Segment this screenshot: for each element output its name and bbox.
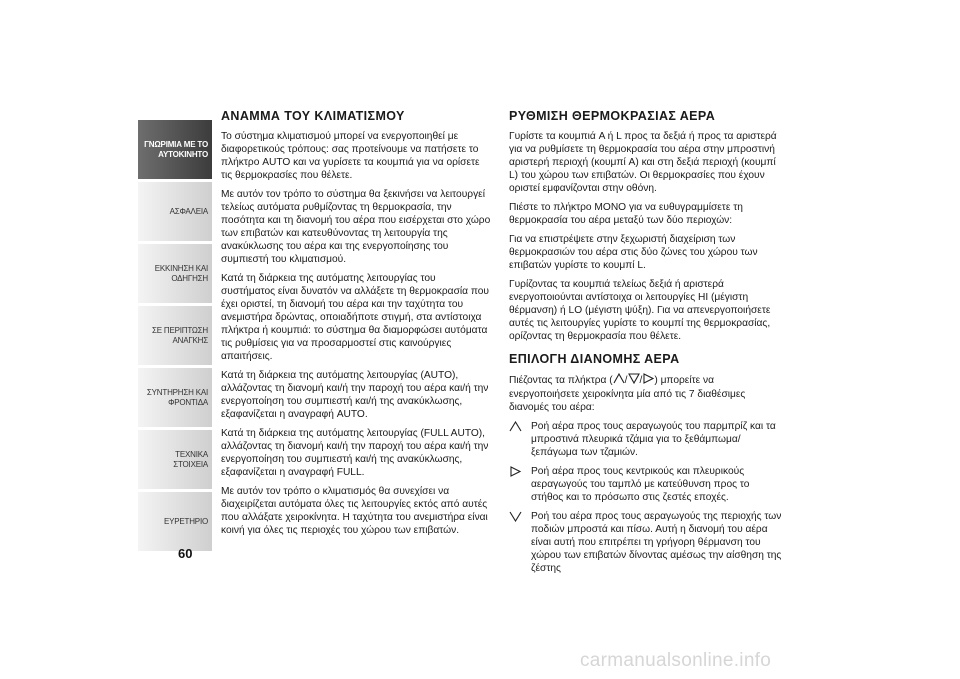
floor-vent-icon [639, 373, 654, 388]
tab-label: ΣΥΝΤΗΡΗΣΗ ΚΑΙ ΦΡΟΝΤΙΔΑ [146, 387, 208, 407]
paragraph: Το σύστημα κλιματισμού μπορεί να ενεργοποιηθεί με διαφορετικούς τρόπους: σας προτείνουμε να πατήσετε το πλήκτρο AUTO και να γυρίσετε τα κουμπιά για να ορίσετε τις θερμοκρασίες που θέλετε. [221, 131, 480, 181]
left-column [221, 110, 491, 543]
floor-vent-icon [509, 510, 531, 522]
paragraph: Γυρίζοντας τα κουμπιά τελείως δεξιά ή αριστερά ενεργοποιούνται αντίστοιχα οι λειτουργίες HI (μέγιστη θέρμανση) ή LO (μέγιστη ψύξη). Για να απενεργοποιήσετε αυτές τις λειτουργίες γυρίστε το κουμπί της θερμοκρασίας, ορίζοντας τη θερμοκρασία που θέλετε. [509, 279, 771, 342]
tab-starting-driving[interactable] [138, 244, 212, 303]
paragraph: Κατά τη διάρκεια της αυτόματης λειτουργίας του συστήματος είναι δυνατόν να αλλάξετε τη θερμοκρασία που έχει οριστεί, τη διανομή του αέρα και την ταχύτητα του ανεμιστήρα δρώντας, οποιαδήποτε στιγμή, στα αντίστοιχα πλήκτρα ή κουμπιά: το σύστημα θα διαμορφώσει αυτόματα τις ρυθμίσεις για να προσαρμοστεί στις καινούργιες απαιτήσεις. [221, 273, 489, 362]
tab-label: ΓΝΩΡΙΜΙΑ ΜΕ ΤΟ ΑΥΤΟΚΙΝΗΤΟ [144, 139, 208, 159]
section-title: ΕΠΙΛΟΓΗ ΔΙΑΝΟΜΗΣ ΑΕΡΑ [509, 352, 680, 366]
tab-safety[interactable] [138, 182, 212, 241]
intro-after: ) μπορείτε να ενεργοποιήσετε χειροκίνητα μία από τις 7 διαθέσιμες διανομές του αέρα: [509, 375, 746, 413]
paragraph: Κατά τη διάρκεια της αυτόματης λειτουργίας (AUTO), αλλάζοντας τη διανομή και/ή την παροχή του αέρα και/ή την ενεργοποίηση του συμπιεστή και/ή της ανακύκλωσης, εξαφανίζεται η αναγραφή AUTO. [221, 370, 489, 420]
windshield-vent-icon [613, 373, 625, 388]
list-item-text: Ροή αέρα προς τους αεραγωγούς του παρμπρίζ και τα μπροστινά πλευρικά τζάμια για το ξεθάμπωμα/ξεπάγωμα των τζαμιών. [531, 421, 776, 458]
tab-emergency[interactable] [138, 306, 212, 365]
paragraph: Με αυτόν τον τρόπο το σύστημα θα ξεκινήσει να λειτουργεί τελείως αυτόματα ρυθμίζοντας τη θερμοκρασία, την ποσότητα και τη διανομή του αέρα που εισέρχεται στο χώρο των επιβατών και κατευθύνοντας τη λειτουργία της ανακύκλωσης του αέρα και της ενεργοποίησης του συμπιεστή του κλιματισμού. [221, 189, 491, 265]
paragraph: Πιέστε το πλήκτρο MONO για να ευθυγραμμίσετε τη θερμοκρασία του αέρα μεταξύ των δύο περιοχών: [509, 202, 743, 226]
tab-label: ΣΕ ΠΕΡΙΠΤΩΣΗ ΑΝΑΓΚΗΣ [152, 325, 208, 345]
icon-separator: / [624, 375, 628, 386]
list-item-text: Ροή αέρα προς τους κεντρικούς και πλευρικούς αεραγωγούς του ταμπλό με κατεύθυνση προς το στήθος και το πρόσωπο στις ζεστές εποχές. [531, 466, 750, 503]
list-item-text: Ροή του αέρα προς τους αεραγωγούς της περιοχής των ποδιών μπροστά και πίσω. Αυτή η διανομή του αέρα είναι αυτή που επιτρέπει τη γρήγορη θέρμανση του χώρου των επιβατών δίνοντας αμέσως την αίσθηση της ζέστης [531, 511, 782, 574]
tab-label: ΤΕΧΝΙΚΑ ΣΤΟΙΧΕΙΑ [173, 449, 208, 469]
list-item [509, 465, 783, 504]
tab-maintenance[interactable] [138, 368, 212, 427]
intro-before: Πιέζοντας τα πλήκτρα ( [509, 375, 613, 386]
chapter-sidebar [138, 120, 212, 554]
right-column [509, 110, 783, 581]
tab-index[interactable] [138, 492, 212, 551]
windshield-vent-icon [509, 420, 531, 432]
paragraph: Με αυτόν τον τρόπο ο κλιματισμός θα συνεχίσει να διαχειρίζεται αυτόματα όλες τις λειτουργίες εκτός από αυτές που αλλάξατε χειροκίνητα. Η ταχύτητα του ανεμιστήρα είναι κοινή για όλες τις περιοχές του χώρου των επιβατών. [221, 486, 488, 536]
paragraph: Για να επιστρέψετε στην ξεχωριστή διαχείριση των θερμοκρασιών του αέρα στις δύο ζώνες του χώρου των επιβατών γυρίστε το κουμπί L. [509, 234, 758, 271]
intro-paragraph [509, 373, 783, 414]
tab-label: ΕΥΡΕΤΗΡΙΟ [164, 516, 208, 526]
paragraph: Γυρίστε τα κουμπιά A ή L προς τα δεξιά ή προς τα αριστερά για να ρυθμίσετε τη θερμοκρασία του αέρα στην μπροστινή αριστερή περιοχή (κουμπί A) και στη δεξιά περιοχή (κουμπί L) του χώρου των επιβατών. Οι θερμοκρασίες που έχουν οριστεί εμφανίζονται στην οθόνη. [509, 131, 777, 194]
face-vent-icon [509, 465, 531, 477]
list-item [509, 510, 783, 575]
section-title: ΑΝΑΜΜΑ ΤΟΥ ΚΛΙΜΑΤΙΣΜΟΥ [221, 109, 405, 123]
paragraph: Κατά τη διάρκεια της αυτόματης λειτουργίας (FULL AUTO), αλλάζοντας τη διανομή και/ή την παροχή του αέρα και/ή την ενεργοποίηση του συμπιεστή και/ή της ανακύκλωσης, εξαφανίζεται η αναγραφή FULL. [221, 428, 489, 478]
list-item [509, 420, 783, 459]
tab-label: ΑΣΦΑΛΕΙΑ [169, 206, 208, 216]
page-number: 60 [178, 546, 193, 561]
icon-separator: / [639, 375, 643, 386]
tab-technical-data[interactable] [138, 430, 212, 489]
watermark: carmanualsonline.info [580, 650, 772, 671]
section-title: ΡΥΘΜΙΣΗ ΘΕΡΜΟΚΡΑΣΙΑΣ ΑΕΡΑ [509, 109, 716, 123]
face-vent-icon [628, 373, 640, 388]
tab-label: ΕΚΚΙΝΗΣΗ ΚΑΙ ΟΔΗΓΗΣΗ [154, 263, 208, 283]
tab-getting-to-know[interactable] [138, 120, 212, 179]
